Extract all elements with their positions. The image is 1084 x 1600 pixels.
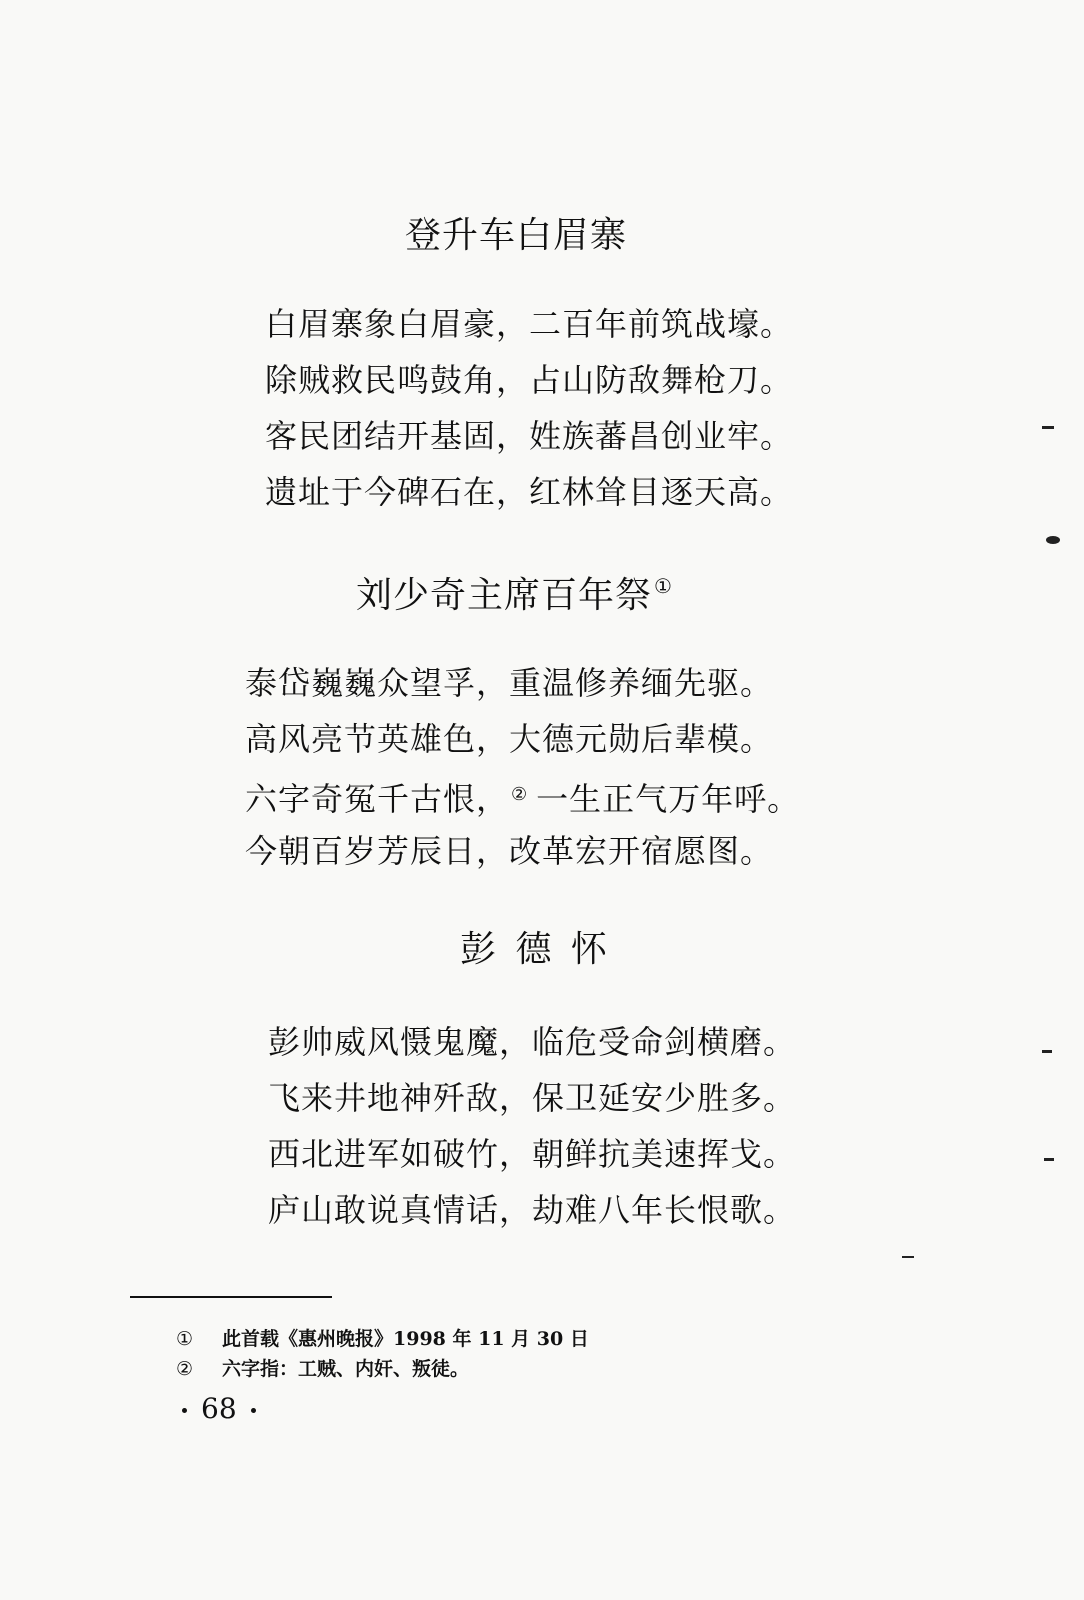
poem-2-line-1: 泰岱巍巍众望孚，重温修养缅先驱。 <box>245 664 774 702</box>
poem-1-line-1: 白眉寨象白眉豪，二百年前筑战壕。 <box>265 305 794 343</box>
scan-speck <box>1042 426 1054 429</box>
poem-1-line-4: 遗址于今碑石在，红林耸目逐天高。 <box>265 473 794 511</box>
footnote-2-text: 六字指：工贼、内奸、叛徒。 <box>222 1358 470 1380</box>
poem-3-line-3: 西北进军如破竹，朝鲜抗美速挥戈。 <box>268 1135 797 1173</box>
footnote-1 <box>176 1324 589 1354</box>
poem-2-line-3-start: 六字奇冤千古恨， <box>245 780 510 818</box>
poem-title-2-text: 刘少奇主席百年祭 <box>356 575 653 616</box>
footnotes <box>176 1324 589 1384</box>
poem-3-line-2: 飞来井地神歼敌，保卫延安少胜多。 <box>268 1079 797 1117</box>
poem-3-line-4: 庐山敢说真情话，劫难八年长恨歌。 <box>268 1191 797 1229</box>
poem-title-3-text: 彭 德 怀 <box>460 929 611 970</box>
footnote-2 <box>176 1354 589 1384</box>
footnote-2-mark: ② <box>176 1358 194 1380</box>
scan-speck <box>1046 536 1060 544</box>
footnote-ref-2: ② <box>511 784 529 805</box>
poem-body-1 <box>265 296 793 520</box>
poem-title-3 <box>460 929 611 970</box>
poem-body-2 <box>245 655 800 879</box>
poem-1-line-3: 客民团结开基固，姓族蕃昌创业牢。 <box>265 417 794 455</box>
footnote-1-text: 此首载《惠州晚报》1998 年 11 月 30 日 <box>222 1328 589 1350</box>
poem-body-3 <box>268 1014 796 1238</box>
poem-title-1-text: 登升车白眉寨 <box>405 215 628 256</box>
page-number-value: 68 <box>201 1392 237 1425</box>
scan-speck <box>1042 1050 1052 1053</box>
poem-2-line-4: 今朝百岁芳辰日，改革宏开宿愿图。 <box>245 832 774 870</box>
poem-3-line-1: 彭帅威风慑鬼魔，临危受命剑横磨。 <box>268 1023 797 1061</box>
footnote-1-mark: ① <box>176 1328 194 1350</box>
page-number-dot-left <box>182 1408 187 1413</box>
poem-title-1 <box>405 215 628 256</box>
poem-2-line-3-end: 一生正气万年呼。 <box>536 780 801 818</box>
page-number <box>168 1392 270 1425</box>
poem-2-line-2: 高风亮节英雄色，大德元勋后辈模。 <box>245 720 774 758</box>
page-number-dot-right <box>251 1408 256 1413</box>
poem-title-2 <box>356 576 673 614</box>
poem-2-line-3 <box>245 767 800 823</box>
footnote-separator <box>130 1296 332 1298</box>
footnote-ref-1: ① <box>654 574 673 598</box>
poem-1-line-2: 除贼救民鸣鼓角，占山防敌舞枪刀。 <box>265 361 794 399</box>
scan-speck <box>1044 1158 1054 1161</box>
scan-speck <box>902 1256 914 1258</box>
